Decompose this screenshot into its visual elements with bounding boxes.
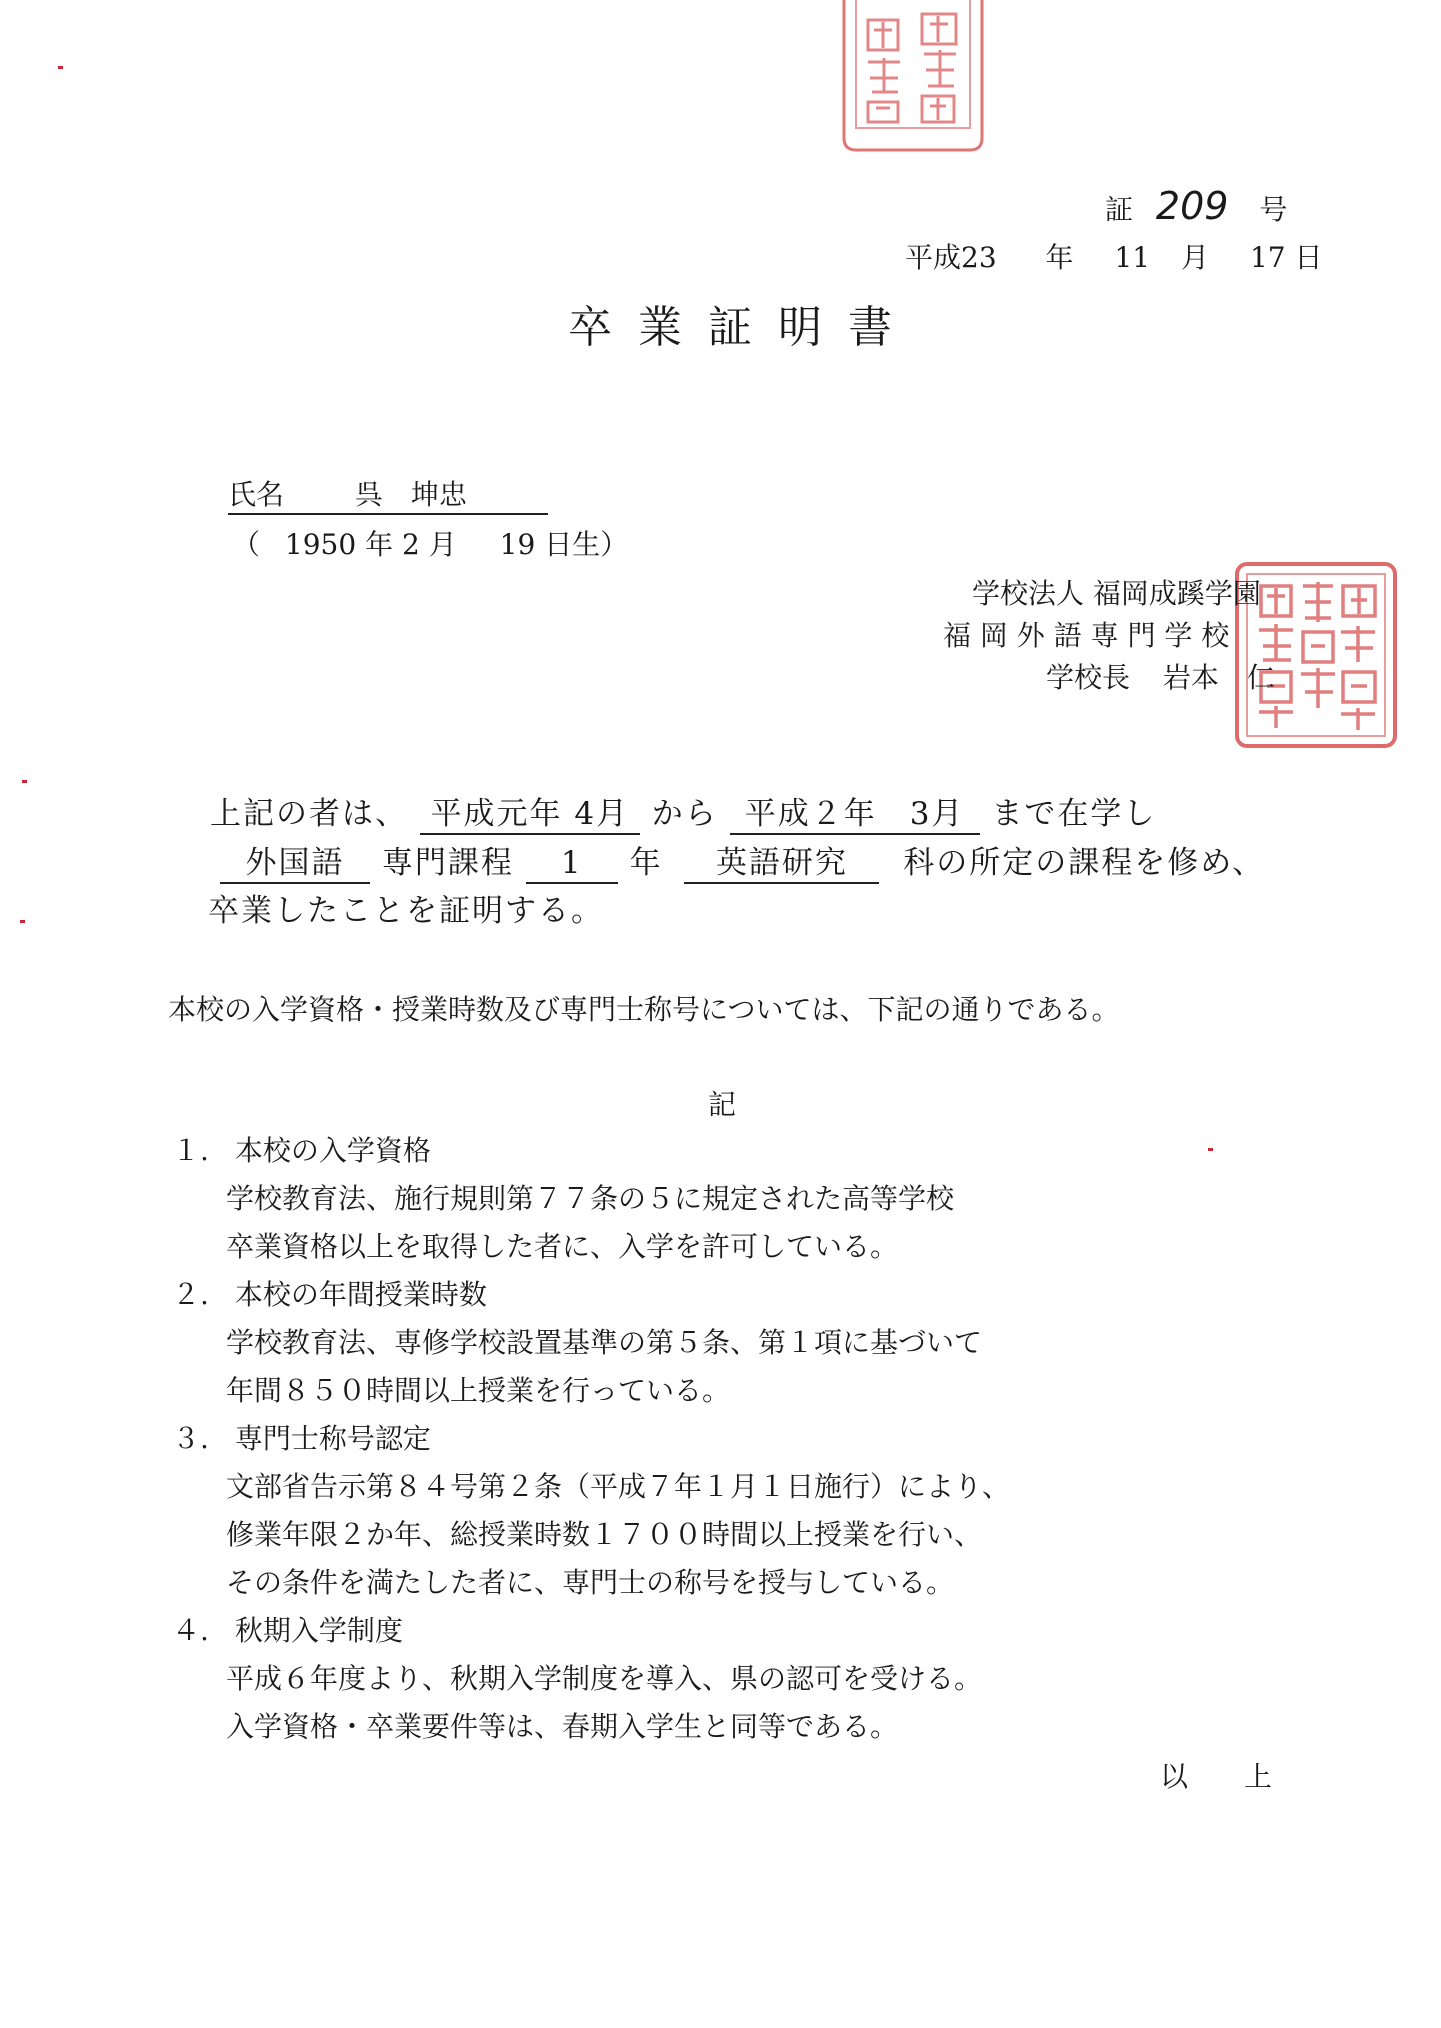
issuer-corporation: 学校法人 福岡成蹊学園	[972, 577, 1261, 610]
item-1-title	[172, 1133, 431, 1169]
item-1-title-text: 本校の入学資格	[234, 1134, 431, 1167]
birth-month: 2	[402, 528, 420, 561]
item-1-line-2: 卒業資格以上を取得した者に、入学を許可している。	[226, 1230, 899, 1263]
item-4-line-2: 入学資格・卒業要件等は、春期入学生と同等である。	[226, 1710, 899, 1743]
name-label: 氏名	[228, 478, 285, 511]
birth-day: 19	[499, 528, 536, 561]
item-2-title	[172, 1277, 487, 1313]
item-3-title-text: 専門士称号認定	[234, 1422, 431, 1455]
item-4-line-1: 平成６年度より、秋期入学制度を導入、県の認可を受ける。	[226, 1662, 983, 1695]
from-date: 平成元年 4月	[420, 795, 640, 835]
closing-text: 以 上	[1160, 1760, 1273, 1793]
item-4-title-text: 秋期入学制度	[234, 1614, 403, 1647]
statement-text-1b: から	[651, 796, 718, 832]
date-year-label: 年	[1045, 241, 1074, 274]
item-2-number: ２.	[172, 1278, 209, 1311]
birth-open: （	[232, 528, 261, 561]
date-era: 平成23	[905, 241, 997, 274]
item-4-title	[172, 1613, 403, 1649]
statement-text-1a: 上記の者は、	[210, 796, 408, 832]
birth-month-label: 月	[428, 528, 457, 561]
birth-row	[232, 527, 628, 563]
statement-text-2c: 科の所定の課程を修め、	[903, 845, 1266, 881]
ki-heading: 記	[708, 1088, 737, 1121]
course-years: 1	[526, 844, 618, 884]
birth-year-label: 年	[365, 528, 394, 561]
item-4-number: ４.	[172, 1614, 209, 1647]
top-seal-stamp	[838, 0, 988, 152]
birth-year: 1950	[284, 528, 357, 561]
date-month: 11	[1114, 241, 1151, 274]
name-field	[228, 477, 548, 515]
to-date: 平成２年 3月	[730, 795, 980, 835]
number-suffix: 号	[1259, 193, 1288, 226]
date-month-label: 月	[1181, 241, 1210, 274]
date-day-label: 日	[1294, 241, 1323, 274]
issue-date	[905, 240, 1323, 276]
scan-speck	[1208, 1148, 1213, 1151]
statement-text-2a: 専門課程	[381, 845, 514, 881]
intro-text: 本校の入学資格・授業時数及び専門士称号については、下記の通りである。	[168, 993, 1120, 1026]
item-3-line-1: 文部省告示第８４号第２条（平成７年１月１日施行）により、	[226, 1470, 1011, 1503]
item-2-line-1: 学校教育法、専修学校設置基準の第５条、第１項に基づいて	[226, 1326, 983, 1359]
item-3-number: ３.	[172, 1422, 209, 1455]
item-2-title-text: 本校の年間授業時数	[234, 1278, 487, 1311]
issuer-school: 福 岡 外 語 専 門 学 校	[943, 619, 1230, 652]
issuer-principal	[1046, 660, 1275, 696]
statement-text-1c: まで在学し	[991, 796, 1157, 832]
principal-title: 学校長	[1046, 661, 1131, 694]
item-2-line-2: 年間８５０時間以上授業を行っている。	[226, 1374, 731, 1407]
scan-speck	[58, 66, 63, 69]
person-name: 呉 坤忠	[354, 478, 467, 511]
item-1-line-1: 学校教育法、施行規則第７７条の５に規定された高等学校	[226, 1182, 955, 1215]
item-3-title	[172, 1421, 431, 1457]
document-title: 卒 業 証 明 書	[568, 302, 898, 353]
birth-suffix: 日生）	[544, 528, 629, 561]
statement-line-2	[220, 844, 1265, 884]
statement-line-1	[210, 795, 1156, 835]
statement-text-2b: 年	[629, 845, 663, 881]
major: 英語研究	[684, 844, 879, 884]
item-3-line-2: 修業年限２か年、総授業時数１７００時間以上授業を行い、	[226, 1518, 983, 1551]
principal-name: 岩本 仁	[1162, 661, 1275, 694]
number-prefix: 証	[1105, 193, 1134, 226]
certificate-number	[1105, 184, 1288, 228]
item-3-line-3: その条件を満たした者に、専門士の称号を授与している。	[226, 1566, 955, 1599]
scan-speck	[20, 920, 25, 923]
item-1-number: １.	[172, 1134, 209, 1167]
date-day: 17	[1249, 241, 1286, 274]
number-value: 209	[1155, 184, 1229, 228]
department: 外国語	[220, 844, 370, 884]
statement-line-3: 卒業したことを証明する。	[208, 893, 604, 929]
scan-speck	[22, 780, 27, 783]
name-row	[228, 477, 548, 515]
